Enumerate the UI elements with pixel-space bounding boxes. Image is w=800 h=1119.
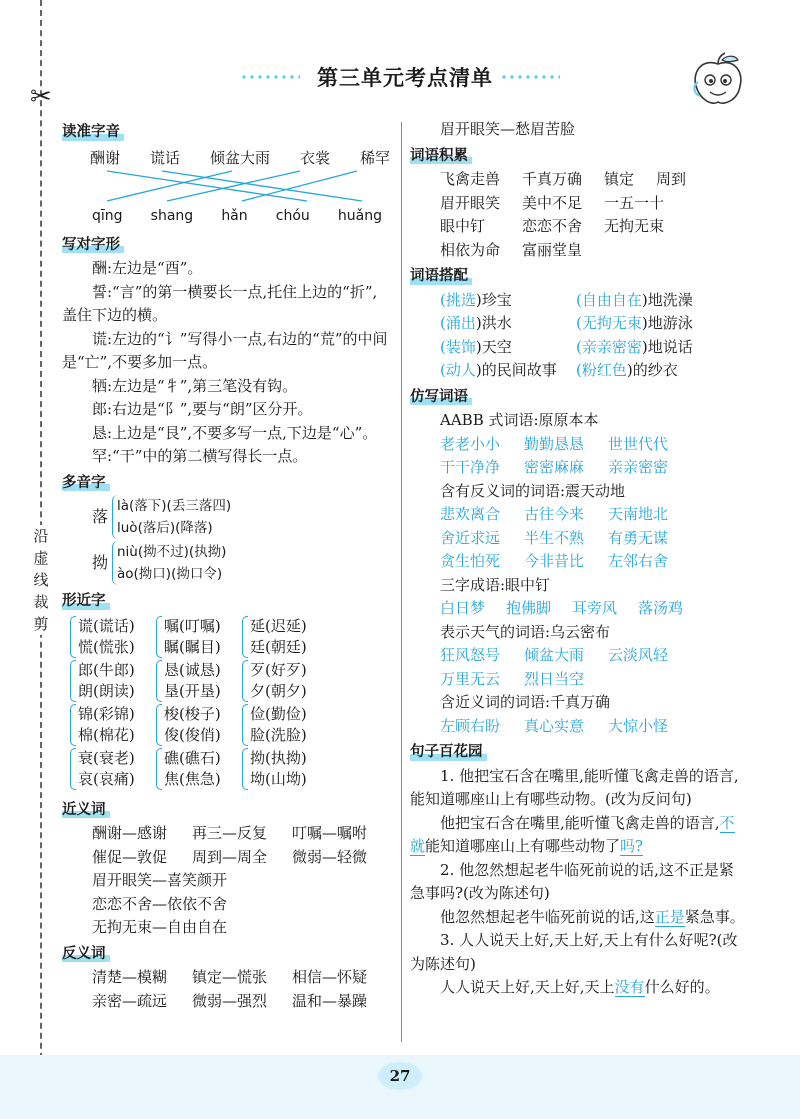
section-title-imitation: 仿写词语: [410, 386, 472, 410]
imitation-answers: 老老小小 勤勤恳恳 世世代代: [440, 434, 669, 453]
similar-char-pair: 郎(牛郎) 朗(朗读): [70, 660, 156, 702]
word: 谎话: [149, 148, 180, 167]
brace-mark: [242, 748, 248, 790]
pinyin: hǎn: [221, 207, 248, 224]
imitation-answers: 舍近求远 半生不熟 有勇无谋: [440, 528, 669, 547]
cut-instruction: 沿 虚 线 裁 剪: [33, 527, 49, 633]
match-line: [107, 171, 307, 201]
similar-char-pair: 恳(诚恳) 垦(开垦): [156, 660, 242, 702]
page-title: 第三单元考点清单: [317, 66, 493, 90]
similar-chars-grid: [70, 616, 390, 790]
brace-mark: [156, 704, 162, 746]
brace-mark: [70, 748, 76, 790]
section-title-vocab: 词语积累: [410, 145, 472, 169]
antonym-continued: 眉开眼笑—愁眉苦脸: [440, 120, 576, 138]
glyph-note: 罕:“干”中的第二横写得长一点。: [92, 447, 308, 465]
imitation-example: AABB 式词语:原原本本: [440, 411, 599, 429]
answer: 他把宝石含在嘴里,能听懂飞禽走兽的语言,不就能知道哪座山上有哪些动物了吗?: [410, 813, 735, 855]
brace-mark: [242, 704, 248, 746]
word: 倾盆大雨: [209, 148, 270, 167]
section-title-polyphones: 多音字: [62, 472, 110, 496]
brace-mark: [242, 660, 248, 702]
imitation-answers: 贪生怕死 今非昔比 左邻右舍: [440, 552, 669, 570]
word: 稀罕: [359, 148, 390, 167]
similar-char-pair: 延(迟延) 廷(朝廷): [242, 616, 342, 658]
imitation-example: 三字成语:眼中钉: [440, 575, 551, 594]
question: 3. 人人说天上好,天上好,天上有什么好呢?(改为陈述句): [410, 931, 738, 973]
glyph-note: 谎:左边的“讠”写得小一点,右边的“荒”的中间是“亡”,不要多加一点。: [62, 329, 388, 371]
imitation-answers: 白日梦 抱佛脚 耳旁风 落汤鸡: [440, 599, 684, 617]
imitation-example: 含近义词的词语:千真万确: [440, 693, 611, 711]
word: 酬谢: [90, 148, 121, 167]
imitation-example: 表示天气的词语:乌云密布: [440, 622, 611, 641]
section-title-antonyms: 反义词: [62, 943, 110, 967]
similar-char-pair: 歹(好歹) 夕(朝夕): [242, 660, 342, 702]
imitation-answers: 左顾右盼 真心实意 大惊小怪: [440, 716, 669, 735]
apple-mascot-icon: [688, 52, 748, 108]
collocation-row: (装饰)天空 (亲亲密密)地说话: [440, 337, 693, 356]
brace-mark: [156, 616, 162, 658]
imitation-answers: 干干净净 密密麻麻 亲亲密密: [440, 458, 669, 476]
polyphone-item: 落 là(落下)(丢三落四) luò(落后)(降落): [62, 495, 390, 539]
brace-mark: [70, 616, 76, 658]
imitation-answers: 万里无云 烈日当空: [440, 669, 585, 688]
left-column: [62, 118, 390, 1013]
imitation-answers: 悲欢离合 古往今来 天南地北: [440, 505, 669, 523]
synonym-list: 酬谢—感谢 再三—反复 叮嘱—嘱咐 催促—敦促 周到—周全 微弱—轻微 眉开眼笑—喜笑颜开 恋恋不舍—依依不舍 无拘无束—自由自在: [92, 824, 368, 936]
similar-char-pair: 拗(执拗) 坳(山坳): [242, 748, 342, 790]
similar-char-pair: 锦(彩锦) 棉(棉花): [70, 704, 156, 746]
collocation-list: [410, 289, 745, 383]
word: 衣裳: [299, 148, 330, 167]
section-title-pronunciation: 读准字音: [62, 121, 124, 145]
section-title-similar-chars: 形近字: [62, 590, 110, 614]
collocation-row: (涌出)洪水 (无拘无束)地游泳: [440, 314, 693, 332]
similar-char-pair: 衰(衰老) 哀(哀痛): [70, 748, 156, 790]
similar-char-pair: 梭(梭子) 俊(俊俏): [156, 704, 242, 746]
glyph-note: 酬:左边是“酉”。: [92, 259, 203, 277]
section-title-collocation: 词语搭配: [410, 265, 472, 289]
antonym-list: 清楚—模糊 镇定—慌张 相信—怀疑 亲密—疏远 微弱—强烈 温和—暴躁: [92, 968, 368, 1010]
section-title-glyphs: 写对字形: [62, 234, 124, 258]
brace-mark: [70, 704, 76, 746]
similar-char-pair: 礁(礁石) 焦(焦急): [156, 748, 242, 790]
pinyin: shang: [150, 207, 194, 224]
similar-char-pair: 嘱(叮嘱) 瞩(瞩目): [156, 616, 242, 658]
imitation-answers: 狂风怒号 倾盆大雨 云淡风轻: [440, 646, 669, 664]
imitation-example: 含有反义词的词语:震天动地: [440, 481, 626, 500]
pinyin: huǎng: [337, 207, 382, 224]
glyph-note: 郎:右边是“阝”,要与“朗”区分开。: [92, 400, 313, 418]
match-line: [162, 171, 362, 201]
brace-mark: [156, 660, 162, 702]
section-title-sentences: 句子百花园: [410, 741, 487, 765]
question: 1. 他把宝石含在嘴里,能听懂飞禽走兽的语言,能知道哪座山上有哪些动物。(改为反问句): [410, 766, 739, 808]
answer: 他忽然想起老牛临死前说的话,这正是紧急事。: [440, 907, 745, 926]
page-number: 27: [378, 1062, 422, 1090]
pronunciation-matching: [62, 147, 390, 223]
polyphone-item: 拗 niù(拗不过)(执拗) ào(拗口)(拗口令): [62, 541, 390, 585]
imitation-list: [410, 409, 745, 738]
glyph-note: 誓:“言”的第一横要长一点,托住上边的“折”,盖住下边的横。: [62, 282, 378, 324]
match-line: [107, 171, 232, 201]
glyph-note: 恳:上边是“艮”,不要多写一点,下边是“心”。: [92, 423, 378, 442]
brace-mark: [70, 660, 76, 702]
column-divider: [401, 122, 402, 1042]
right-column: [410, 118, 745, 1000]
collocation-row: (挑选)珍宝 (自由自在)地洗澡: [440, 290, 693, 309]
collocation-row: (动人)的民间故事 (粉红色)的纱衣: [440, 361, 678, 379]
glyph-note: 牺:左边是“牜”,第三笔没有钩。: [92, 376, 298, 395]
brace-mark: [242, 616, 248, 658]
scissors-icon: ✂: [30, 82, 52, 112]
pinyin: chóu: [275, 207, 310, 224]
similar-char-pair: 俭(勤俭) 脸(洗脸): [242, 704, 342, 746]
section-title-synonyms: 近义词: [62, 799, 110, 823]
pinyin: qīng: [92, 207, 123, 224]
vocab-list: 飞禽走兽 千真万确 镇定 周到 眉开眼笑 美中不足 一五一十 眼中钉 恋恋不舍 无拘无束 相依为命 富丽堂皇: [440, 170, 687, 259]
brace-mark: [156, 748, 162, 790]
question: 2. 他忽然想起老牛临死前说的话,这不正是紧急事吗?(改为陈述句): [410, 860, 734, 902]
matching-lines: [62, 169, 402, 209]
answer: 人人说天上好,天上好,天上没有什么好的。: [440, 978, 720, 996]
similar-char-pair: 谎(谎话) 慌(慌张): [70, 616, 156, 658]
